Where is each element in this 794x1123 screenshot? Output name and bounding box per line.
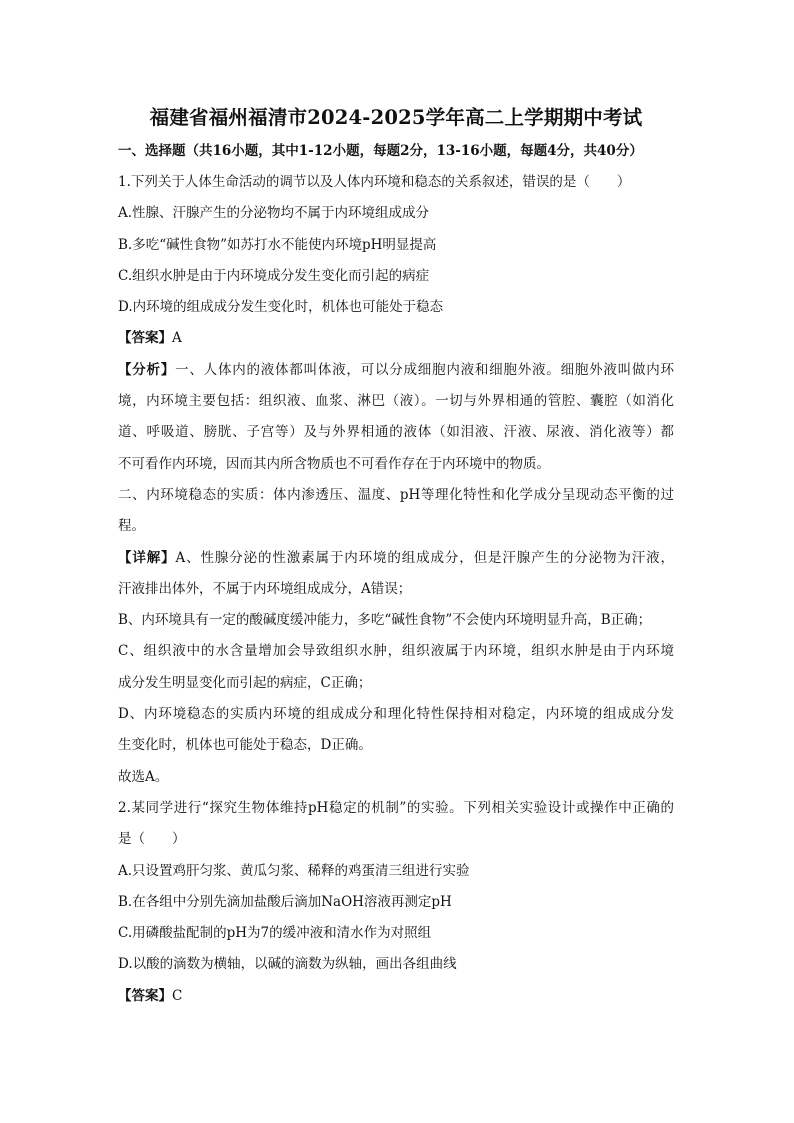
question-2-option-a: A.只设置鸡肝匀浆、黄瓜匀浆、稀释的鸡蛋清三组进行实验 <box>118 862 470 879</box>
analysis-line: 不可看作内环境，因而其内所含物质也不可看作存在于内环境中的物质。 <box>118 455 550 472</box>
analysis-line: 二、内环境稳态的实质：体内渗透压、温度、pH等理化特性和化学成分呈现动态平衡的过 <box>118 486 674 503</box>
answer-value: C <box>172 987 183 1004</box>
question-2-option-b: B.在各组中分别先滴加盐酸后滴加NaOH溶液再测定pH <box>118 893 452 910</box>
analysis-line: 道、呼吸道、膀胱、子宫等）及与外界相通的液体（如泪液、汗液、尿液、消化液等）都 <box>118 424 674 441</box>
answer-tag: 【答案】 <box>118 330 172 347</box>
analysis-line: 程。 <box>118 518 145 535</box>
question-2-option-c: C.用磷酸盐配制的pH为7的缓冲液和清水作为对照组 <box>118 925 432 942</box>
stem-line: 是（ ） <box>118 831 186 848</box>
answer-value: A <box>172 330 182 347</box>
question-1-option-c: C.组织水肿是由于内环境成分发生变化而引起的病症 <box>118 267 430 284</box>
question-1-conclusion: 故选A。 <box>118 768 169 785</box>
detail-line: 生变化时，机体也可能处于稳态，D正确。 <box>118 737 372 754</box>
stem-line: 2.某同学进行“探究生物体维持pH稳定的机制”的实验。下列相关实验设计或操作中正确的 <box>118 799 674 816</box>
question-1-detail-b: B、内环境具有一定的酸碱度缓冲能力，多吃“碱性食物”不会使内环境明显升高，B正确； <box>118 612 652 629</box>
question-1-option-b: B.多吃“碱性食物”如苏打水不能使内环境pH明显提高 <box>118 236 437 253</box>
question-1-option-a: A.性腺、汗腺产生的分泌物均不属于内环境组成成分 <box>118 205 430 222</box>
question-1-analysis <box>118 355 674 480</box>
question-1-stem: 1.下列关于人体生命活动的调节以及人体内环境和稳态的关系叙述，错误的是（ ） <box>118 174 631 190</box>
analysis-line: 境，内环境主要包括：组织液、血浆、淋巴（液）。一切与外界相通的管腔、囊腔（如消化 <box>118 393 674 410</box>
section-heading-choice: 一、选择题（共16小题，其中1-12小题，每题2分，13-16小题，每题4分，共40分） <box>118 143 643 159</box>
question-1-detail-c <box>118 636 674 699</box>
analysis-line: 【分析】一、人体内的液体都叫体液，可以分成细胞内液和细胞外液。细胞外液叫做内环 <box>118 361 675 378</box>
question-2-option-d: D.以酸的滴数为横轴，以碱的滴数为纵轴，画出各组曲线 <box>118 956 457 973</box>
question-2-stem <box>118 793 674 856</box>
question-2-answer <box>118 981 674 1012</box>
analysis-tag: 【分析】 <box>118 361 176 378</box>
question-1-analysis-2 <box>118 480 674 543</box>
detail-line: 汗液排出体外，不属于内环境组成成分，A错误； <box>118 580 412 597</box>
question-1-answer <box>118 323 674 354</box>
document-title: 福建省福州福清市2024-2025学年高二上学期期中考试 <box>149 106 643 129</box>
answer-tag: 【答案】 <box>118 987 172 1004</box>
detail-line: 成分发生明显变化而引起的病症，C正确； <box>118 674 372 691</box>
question-1-detail-d <box>118 699 674 762</box>
question-1-option-d: D.内环境的组成成分发生变化时，机体也可能处于稳态 <box>118 299 444 316</box>
detail-line: C、组织液中的水含量增加会导致组织水肿，组织液属于内环境，组织水肿是由于内环境 <box>118 643 674 660</box>
detail-line: 【详解】A、性腺分泌的性激素属于内环境的组成成分，但是汗腺产生的分泌物为汗液， <box>118 549 674 566</box>
detail-line: D、内环境稳态的实质内环境的组成成分和理化特性保持相对稳定，内环境的组成成分发 <box>118 706 674 723</box>
detail-tag: 【详解】 <box>118 549 176 566</box>
question-1-detail-a <box>118 543 674 606</box>
